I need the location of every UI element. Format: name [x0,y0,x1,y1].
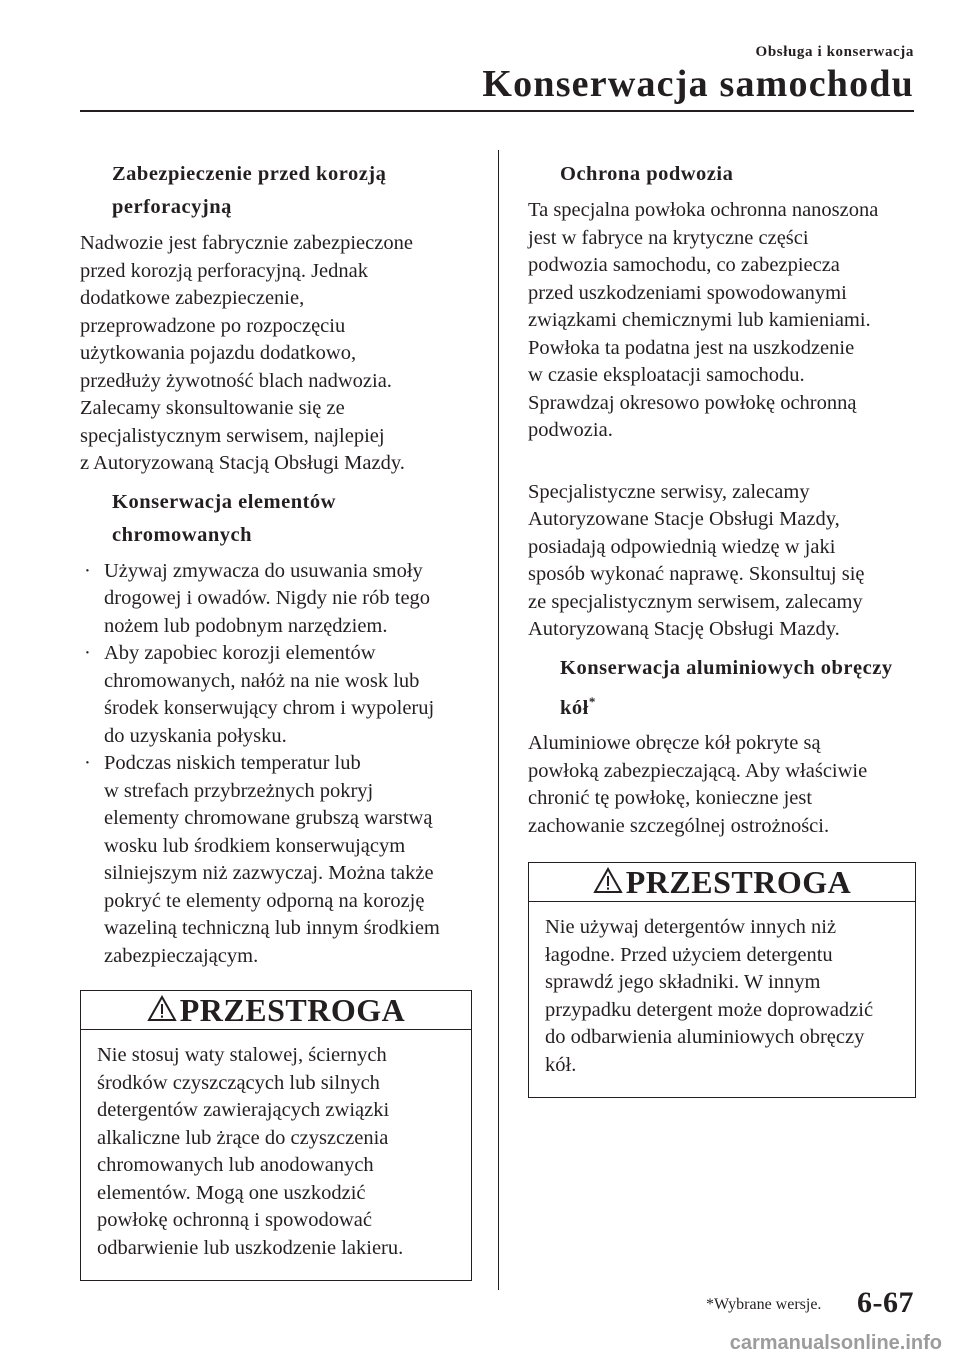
header-rule [80,110,914,112]
left-column [80,158,472,1281]
bullet-dot: · [84,752,91,774]
caution-box-wheels [528,862,916,1098]
caution-header [529,863,915,902]
underbody-paragraph-2: Specjalistyczne serwisy, zalecamy Autoryzowane Stacje Obsługi Mazdy, posiadają odpowiednią wiedzę w jaki sposób wykonać naprawę. Skonsultuj się ze specjalistycznym serwisem, zalecamy Autoryzowaną Stację Obsługi Mazdy. [528,480,865,640]
list-item: · Używaj zmywacza do usuwania smoły drogowej i owadów. Nigdy nie rób tego nożem lub podobnym narzędziem. [84,559,431,637]
underbody-heading: Ochrona podwozia [560,163,734,185]
chrome-heading: Konserwacja elementów chromowanych [112,490,336,546]
warning-triangle-icon [593,867,623,894]
wheels-heading: Konserwacja aluminiowych obręczy kół* [560,656,893,719]
warning-triangle-icon [147,995,177,1022]
caution-box-chrome [80,990,472,1281]
bullet-dot: · [84,642,91,664]
page-number: 6-67 [857,1286,914,1319]
footnote: *Wybrane wersje. [706,1296,822,1313]
list-item: · Podczas niskich temperatur lub w strefach przybrzeżnych pokryj elementy chromowane grubszą warstwą wosku lub środkiem konserwującym silniejszym niż zazwyczaj. Można także pokryć te elementy odporną na korozję wazeliną techniczną lub innym środkiem zabezpieczającym. [84,752,440,967]
underbody-paragraph-1: Ta specjalna powłoka ochronna nanoszona jest w fabryce na krytyczne części podwozia samochodu, co zabezpiecza przed uszkodzeniami spowodowanymi związkami chemicznymi lub kamieniami. Powłoka ta podatna jest na uszkodzenie w czasie eksploatacji samochodu. Sprawdzaj okresowo powłokę ochronną podwozia. [528,199,879,441]
list-item: · Aby zapobiec korozji elementów chromowanych, nałóż na nie wosk lub środek konserwujący chrom i wypoleruj do uzyskania połysku. [84,642,435,747]
column-divider [498,150,499,1290]
caution-header [81,991,471,1030]
page-title: Konserwacja samochodu [482,63,914,105]
section-label: Obsługa i konserwacja [755,44,914,60]
chrome-bullet-list [80,558,472,971]
perforation-paragraph: Nadwozie jest fabrycznie zabezpieczone przed korozją perforacyjną. Jednak dodatkowe zabezpieczenie, przeprowadzone po rozpoczęciu użytkowania pojazdu dodatkowo, przedłuży żywotność blach nadwozia. Zalecamy skonsultowanie się ze specjalistycznym serwisem, najlepiej z Autoryzowaną Stacją Obsługi Mazdy. [80,232,413,474]
watermark: carmanualsonline.info [729,1332,942,1354]
right-column [528,158,916,1098]
caution-text: Nie używaj detergentów innych niż łagodne. Przed użyciem detergentu sprawdź jego składniki. W innym przypadku detergent może doprowadzić do odbarwienia aluminiowych obręczy kół. [545,916,874,1076]
caution-label: PRZESTROGA [625,863,852,900]
caution-label: PRZESTROGA [179,991,406,1028]
bullet-dot: · [84,559,91,582]
caution-text: Nie stosuj waty stalowej, ściernych środków czyszczących lub silnych detergentów zawierających związki alkaliczne lub żrące do czyszczenia chromowanych lub anodowanych elementów. Mogą one uszkodzić powłokę ochronną i spowodować odbarwienie lub uszkodzenie lakieru. [97,1044,404,1259]
optional-version-mark: * [588,693,596,709]
wheels-paragraph: Aluminiowe obręcze kół pokryte są powłoką zabezpieczającą. Aby właściwie chronić tę powłokę, konieczne jest zachowanie szczególnej ostrożności. [528,732,868,837]
perforation-heading: Zabezpieczenie przed korozją perforacyjną [112,163,387,218]
